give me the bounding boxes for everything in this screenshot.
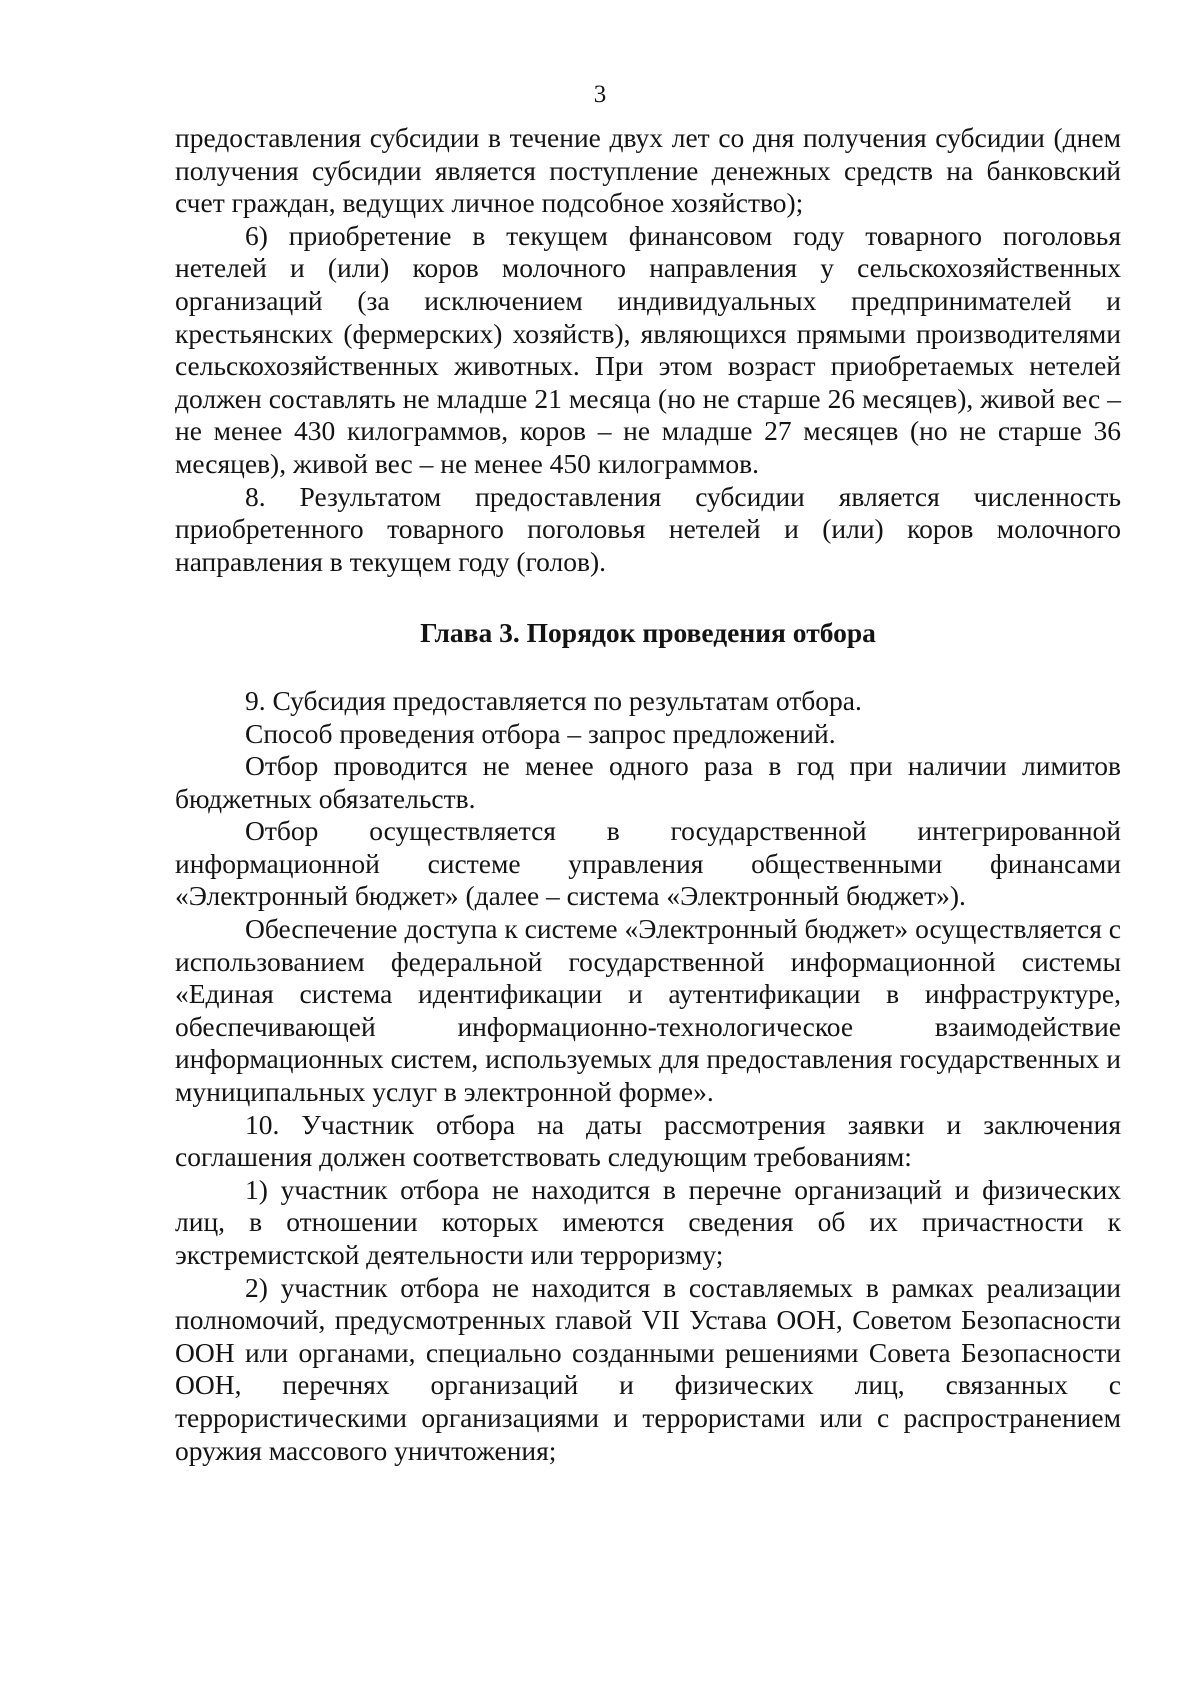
paragraph-subsidy-term: предоставления субсидии в течение двух лет со дня получения субсидии (днем получения субсидии является поступление денежных средств на банковский счет граждан, ведущих личное подсобное хозяйство); (175, 122, 1121, 219)
page-number: 3 (593, 81, 607, 108)
paragraph-system-access: Обеспечение доступа к системе «Электронный бюджет» осуществляется с использованием федеральной государственной информационной системы «Единая система идентификации и аутентификации в инфраструктуре, обеспечивающей информационно-технологическое взаимодействие информационных систем, используемых для предоставления государственных и муниципальных услуг в электронной форме». (175, 913, 1121, 1108)
paragraph-item-6: 6) приобретение в текущем финансовом году товарного поголовья нетелей и (или) коров молочного направления у сельскохозяйственных организаций (за исключением индивидуальных предпринимателей и крестьянских (фермерских) хозяйств), являющихся прямыми производителями сельскохозяйственных животных. При этом возраст приобретаемых нетелей должен составлять не младше 21 месяца (но не старше 26 месяцев), живой вес – не менее 430 килограммов, коров – не младше 27 месяцев (но не старше 36 месяцев), живой вес – не менее 450 килограммов. (175, 219, 1121, 479)
paragraph-requirement-2: 2) участник отбора не находится в составляемых в рамках реализации полномочий, предусмотренных главой VII Устава ООН, Советом Безопасности ООН или органами, специально созданными решениями Совета Безопасности ООН, перечнях организаций и физических лиц, связанных с террористическими организациями и террористами или с распространением оружия массового уничтожения; (175, 1271, 1121, 1466)
paragraph-electronic-budget: Отбор осуществляется в государственной интегрированной информационной системе управления общественными финансами «Электронный бюджет» (далее – система «Электронный бюджет»). (175, 815, 1121, 912)
paragraph-item-10: 10. Участник отбора на даты рассмотрения заявки и заключения соглашения должен соответствовать следующим требованиям: (175, 1108, 1121, 1173)
paragraph-item-8: 8. Результатом предоставления субсидии является численность приобретенного товарного поголовья нетелей и (или) коров молочного направления в текущем году (голов). (175, 480, 1121, 577)
paragraph-selection-method: Способ проведения отбора – запрос предложений. (245, 717, 836, 749)
chapter-heading: Глава 3. Порядок проведения отбора (420, 617, 876, 649)
document-body (175, 122, 1121, 1467)
paragraph-requirement-1: 1) участник отбора не находится в перечне организаций и физических лиц, в отношении которых имеются сведения об их причастности к экстремистской деятельности или терроризму; (175, 1173, 1121, 1270)
paragraph-item-9: 9. Субсидия предоставляется по результатам отбора. (245, 684, 862, 716)
paragraph-selection-frequency: Отбор проводится не менее одного раза в год при наличии лимитов бюджетных обязательств. (175, 750, 1121, 814)
